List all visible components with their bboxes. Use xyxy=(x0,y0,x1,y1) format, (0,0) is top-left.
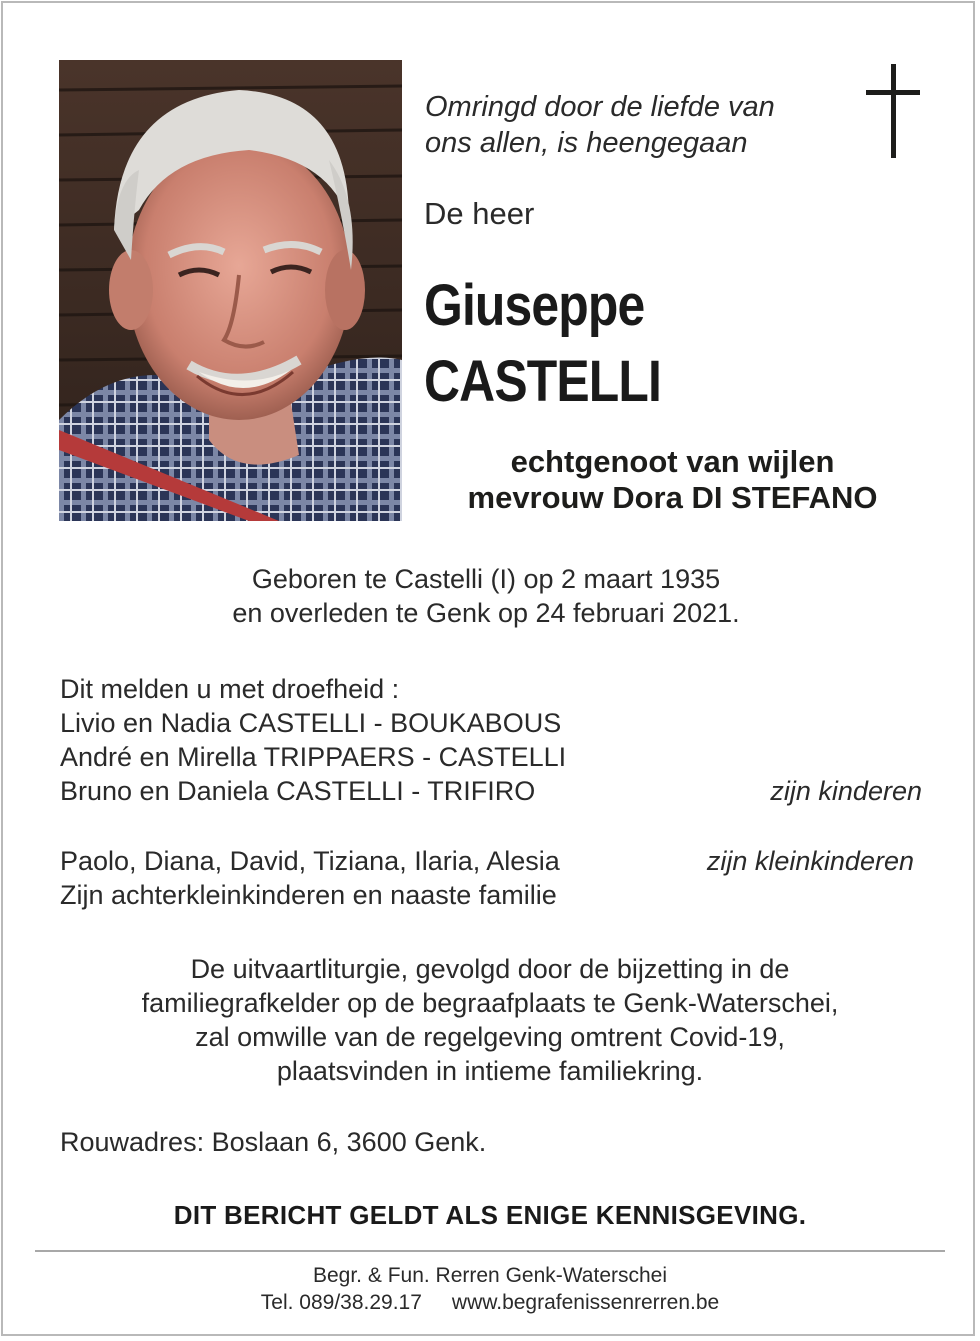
funeral-line-2: familiegrafkelder op de begraafplaats te Genk-Waterschei, xyxy=(141,988,839,1018)
birth-death-dates xyxy=(0,562,976,630)
funeral-line-3: zal omwille van de regelgeving omtrent Covid-19, xyxy=(195,1022,785,1052)
children-role: zijn kinderen xyxy=(770,776,922,806)
funeral-company: Begr. & Fun. Rerren Genk-Waterschei xyxy=(312,1264,668,1287)
notice-statement: DIT BERICHT GELDT ALS ENIGE KENNISGEVING. xyxy=(173,1200,807,1230)
intro-text xyxy=(425,89,775,161)
grandchildren-names: Paolo, Diana, David, Tiziana, Ilaria, Alesia xyxy=(60,846,560,876)
portrait-photo xyxy=(59,60,402,521)
mourning-address: Rouwadres: Boslaan 6, 3600 Genk. xyxy=(60,1127,487,1157)
first-name: Giuseppe xyxy=(424,273,645,338)
birth-line: Geboren te Castelli (I) op 2 maart 1935 xyxy=(251,564,721,594)
spouse-line-1: echtgenoot van wijlen xyxy=(510,444,835,479)
child-row: Livio en Nadia CASTELLI - BOUKABOUS xyxy=(60,708,562,738)
intro-line-2: ons allen, is heengegaan xyxy=(425,127,748,159)
footer xyxy=(0,1262,980,1316)
spouse-text xyxy=(400,444,945,516)
funeral-line-4: plaatsvinden in intieme familiekring. xyxy=(276,1056,704,1086)
child-row: André en Mirella TRIPPAERS - CASTELLI xyxy=(60,742,567,772)
grandchildren-role: zijn kleinkinderen xyxy=(706,846,914,876)
divider xyxy=(35,1250,945,1252)
funeral-line-1: De uitvaartliturgie, gevolgd door de bijzetting in de xyxy=(190,954,790,984)
deceased-name xyxy=(424,268,661,420)
cross-icon xyxy=(866,64,920,158)
website-link[interactable]: www.begrafenissenrerren.be xyxy=(451,1291,720,1314)
grandchildren-row xyxy=(60,844,930,878)
family-list xyxy=(60,672,930,912)
funeral-text xyxy=(0,952,980,1088)
intro-line-1: Omringd door de liefde van xyxy=(425,91,775,123)
child-row-last xyxy=(60,774,930,808)
last-name: CASTELLI xyxy=(424,349,661,414)
death-line: en overleden te Genk op 24 februari 2021. xyxy=(232,598,740,628)
child-name: Bruno en Daniela CASTELLI - TRIFIRO xyxy=(60,776,536,806)
phone-number: Tel. 089/38.29.17 xyxy=(260,1291,422,1314)
family-header: Dit melden u met droefheid : xyxy=(60,674,400,704)
salutation: De heer xyxy=(424,196,535,231)
spouse-line-2: mevrouw Dora DI STEFANO xyxy=(467,480,878,515)
footer-contact xyxy=(0,1289,980,1316)
other-family-row: Zijn achterkleinkinderen en naaste familie xyxy=(60,880,557,910)
